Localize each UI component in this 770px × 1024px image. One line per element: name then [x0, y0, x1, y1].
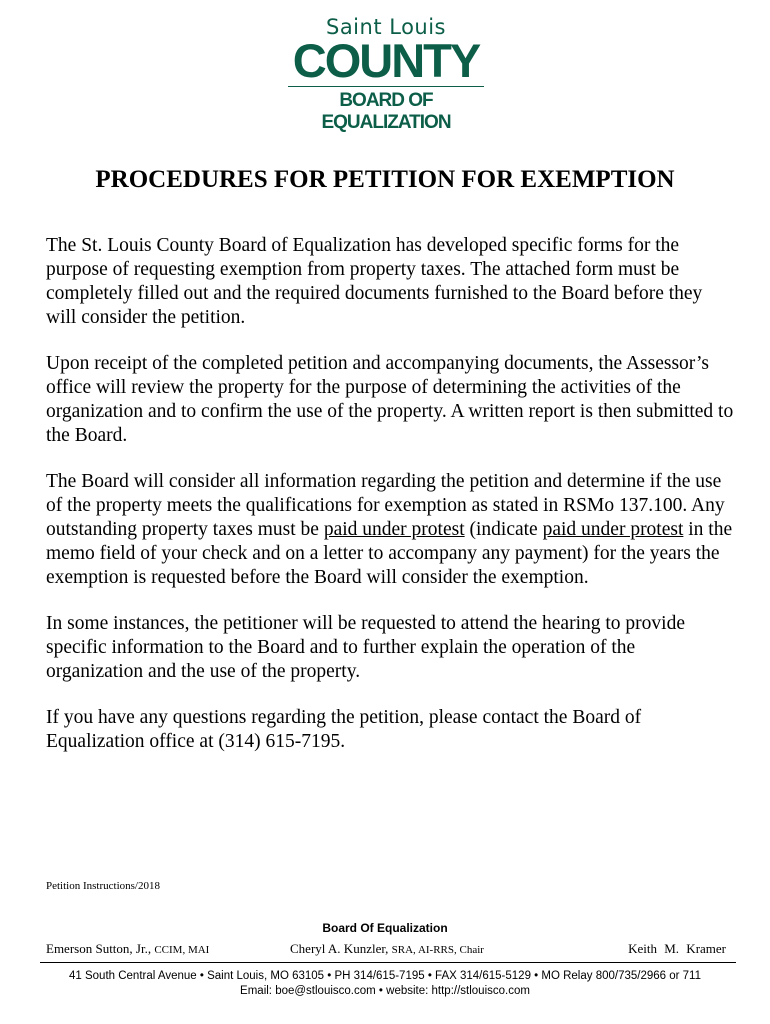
underlined-paid-under-protest: paid under protest — [542, 519, 684, 540]
footer-address — [0, 969, 770, 999]
paragraph-text: The Board will consider all information regarding the petition and determine if the use of the property meets the qualifications for exemption as stated in RSMo 137.100. Any outstanding property taxes must be — [46, 471, 725, 540]
logo-saint-louis: Saint Louis — [325, 15, 446, 39]
paragraph-text: (indicate — [464, 519, 543, 540]
member-name: Cheryl A. Kunzler, — [290, 941, 392, 956]
member-credentials: CCIM, MAI — [154, 944, 210, 956]
board-member-1 — [46, 941, 209, 957]
address-line: 41 South Central Avenue • Saint Louis, MO 63105 • PH 314/615-7195 • FAX 314/615-5129 • MO Relay 800/735/2966 or 711 — [69, 970, 701, 982]
footer-divider — [40, 962, 736, 963]
board-members — [46, 941, 726, 959]
logo-board-of-equalization: BOARD OF EQUALIZATION — [321, 90, 451, 133]
board-title: Board Of Equalization — [322, 921, 448, 935]
member-name: Keith M. Kramer — [628, 941, 726, 956]
board-member-2 — [290, 941, 484, 957]
page-title: PROCEDURES FOR PETITION FOR EXEMPTION — [95, 166, 675, 193]
paragraph-text: in the memo field of your check and on a letter to accompany any payment) for the years the exemption is requested before the Board will consider the exemption. — [46, 519, 733, 588]
petition-instructions-note: Petition Instructions/2018 — [46, 880, 160, 892]
paragraph-board-consideration — [46, 470, 736, 590]
member-credentials: SRA, AI-RRS, Chair — [391, 944, 484, 956]
underlined-paid-under-protest: paid under protest — [323, 519, 465, 540]
paragraph-review: Upon receipt of the completed petition and accompanying documents, the Assessor’s office will review the property for the purpose of determining the activities of the organization and to confirm the use of the property. A written report is then submitted to the Board. — [46, 353, 734, 446]
member-name: Emerson Sutton, Jr., — [46, 941, 155, 956]
paragraph-contact: If you have any questions regarding the petition, please contact the Board of Equalization office at (314) 615-7195. — [46, 707, 642, 752]
board-logo — [286, 14, 486, 134]
paragraph-hearing: In some instances, the petitioner will be requested to attend the hearing to provide specific information to the Board and to further explain the operation of the organization and the use of the property. — [46, 613, 685, 682]
contact-line: Email: boe@stlouisco.com • website: http://stlouisco.com — [240, 985, 530, 997]
board-member-3 — [628, 941, 726, 957]
logo-county: COUNTY — [292, 34, 480, 87]
document-body — [46, 234, 736, 776]
paragraph-intro: The St. Louis County Board of Equalization has developed specific forms for the purpose of requesting exemption from property taxes. The attached form must be completely filled out and the required documents furnished to the Board before they will consider the petition. — [46, 235, 703, 328]
